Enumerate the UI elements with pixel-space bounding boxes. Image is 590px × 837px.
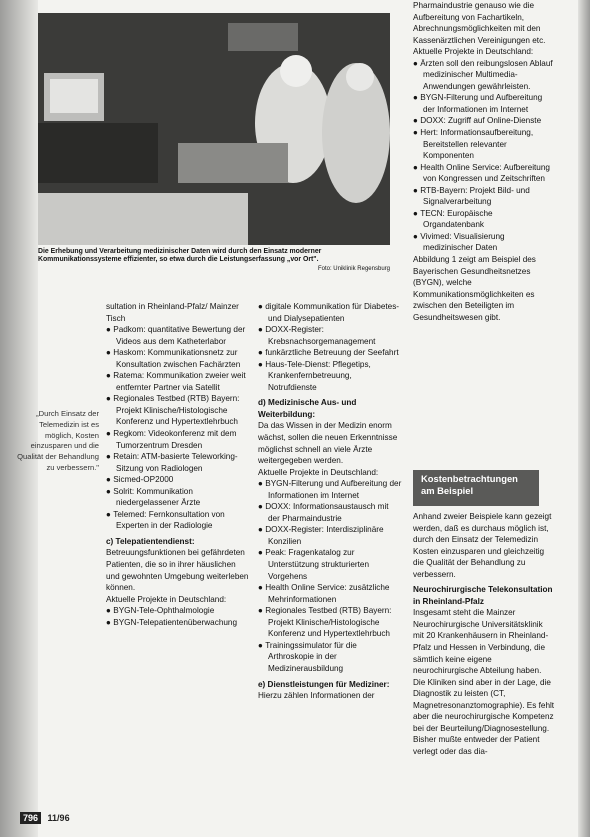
column-right-top [413, 0, 555, 323]
page-number: 796 [20, 812, 41, 824]
section-box-title: Kostenbetrachtungen am Beispiel [413, 470, 539, 506]
list-item-text: Padkom: quantitative Bewertung der Videos aus dem Katheterlabor [113, 325, 246, 346]
bullet-icon: ● [258, 348, 266, 358]
list-item [106, 428, 251, 451]
list-item [258, 501, 402, 524]
list-item-text: Haus-Tele-Dienst: Pflegetips, Krankenfernbetreuung, Notrufdienste [265, 359, 371, 392]
bullet-icon: ● [413, 128, 421, 138]
list-item-text: TECN: Europäische Organdatenbank [420, 208, 493, 230]
bullet-icon: ● [258, 583, 266, 593]
paragraph: Betreuungsfunktionen bei gefährdeten Patienten, die so in ihrer häuslichen und gewohnten Umgebung weiterleben können. [106, 548, 249, 593]
bullet-icon: ● [106, 325, 114, 335]
list-item-text: RTB-Bayern: Projekt Bild- und Signalverarbeitung [420, 185, 530, 207]
column-middle [258, 301, 402, 702]
list-item-text: Regionales Testbed (RTB) Bayern: Projekt Klinische/Histologische Konferenz und Hypertextlehrbuch [265, 606, 392, 639]
list-item-text: Ärzten soll den reibungslosen Ablauf medizinischer Multimedia-Anwendungen gewährleisten. [420, 58, 553, 91]
list-item [258, 605, 402, 640]
list-item-text: Telemed: Fernkonsultation von Experten in der Radiologie [113, 509, 225, 531]
bullet-icon: ● [258, 325, 266, 335]
column-left [106, 301, 251, 628]
list-item-text: DOXX-Register: Krebsnachsorgemanagement [265, 325, 376, 346]
list-item [106, 605, 251, 617]
photo-caption [38, 248, 390, 273]
page-edge-shadow [578, 0, 590, 837]
list-item [258, 359, 402, 394]
list-item [106, 347, 251, 370]
paragraph: Abbildung 1 zeigt am Beispiel des Bayerischen Gesundheitsnetzes (BYGN), welche Kommunikationsmöglichkeiten es zwischen den Beteiligten im Gesundheitswesen gibt. [413, 255, 536, 322]
list-item [258, 547, 402, 582]
list-item-text: Health Online Service: Aufbereitung von Kongressen und Zeitschriften [420, 162, 550, 184]
bullet-icon: ● [106, 371, 114, 381]
bullet-icon: ● [106, 475, 114, 485]
list-item-text: funkärztliche Betreuung der Seefahrt [265, 348, 399, 358]
bullet-icon: ● [258, 606, 266, 616]
list-item-text: DOXX-Register: Interdisziplinäre Konzilien [265, 525, 384, 546]
list-item [106, 451, 251, 474]
paragraph: Hierzu zählen Informationen der [258, 691, 375, 701]
photo-surgery [38, 13, 390, 245]
section-heading: d) Medizinische Aus- und Weiterbildung: [258, 398, 357, 419]
list-item [413, 58, 555, 93]
list-item-text: digitale Kommunikation für Diabetes- und Dialysepatienten [265, 302, 400, 323]
bullet-icon: ● [413, 231, 421, 241]
paragraph: Da das Wissen in der Medizin enorm wächst, sollen die neuen Erkenntnisse möglichst schnell an viele Ärzte weitergegeben werden. [258, 421, 398, 466]
list-item [258, 324, 402, 347]
page-footer [20, 813, 70, 823]
list-item-text: Health Online Service: zusätzliche Mehrinformationen [265, 583, 390, 604]
bullet-icon: ● [258, 640, 266, 650]
paragraph: sultation in Rheinland-Pfalz/ Mainzer Tisch [106, 302, 239, 323]
bullet-icon: ● [258, 302, 266, 311]
list-item [106, 474, 251, 486]
list-item-text: Sicmed-OP2000 [113, 475, 174, 485]
paragraph: Aktuelle Projekte in Deutschland: [258, 467, 379, 477]
bullet-icon: ● [258, 502, 266, 512]
bullet-icon: ● [106, 486, 114, 496]
list-item-text: Trainingssimulator für die Arthroskopie in der Medizinerausbildung [265, 640, 357, 673]
list-item [106, 617, 251, 629]
list-item-text: BYGN-Filterung und Aufbereitung der Informationen im Internet [420, 93, 543, 114]
list-item-text: Ratema: Kommunikation zweier weit entfernter Partner via Satellit [113, 371, 246, 392]
list-item [106, 393, 251, 428]
list-item [258, 347, 402, 359]
list-item [258, 524, 402, 547]
section-heading: e) Dienstleistungen für Mediziner: [258, 679, 390, 689]
section-heading: c) Telepatientendienst: [106, 536, 195, 546]
bullet-icon: ● [258, 479, 266, 489]
paragraph: Aktuelle Projekte in Deutschland: [106, 594, 227, 604]
list-item-text: DOXX: Zugriff auf Online-Dienste [420, 116, 542, 126]
list-item-text: Haskom: Kommunikationsnetz zur Konsultation zwischen Fachärzten [113, 348, 241, 369]
bullet-icon: ● [106, 452, 114, 462]
list-item [413, 208, 555, 231]
section-heading: Neurochirurgische Telekonsultation in Rheinland-Pfalz [413, 585, 553, 606]
list-item-text: Hert: Informationsaufbereitung, Bereitstellen relevanter Komponenten [420, 128, 534, 161]
list-item-text: BYGN-Telepatientenüberwachung [113, 617, 238, 627]
bullet-icon: ● [413, 58, 421, 68]
caption-text: Die Erhebung und Verarbeitung medizinischer Daten wird durch den Einsatz moderner Kommunikationssysteme effizienter, so etwa durch die Leistungserfassung „vor Ort". [38, 248, 322, 264]
bullet-icon: ● [413, 208, 421, 218]
list-item [413, 92, 555, 115]
bullet-icon: ● [258, 525, 266, 535]
list-item-text: Retain: ATM-basierte Teleworking-Sitzung von Radiologen [113, 452, 238, 473]
list-item-text: Peak: Fragenkatalog zur Unterstützung strukturierten Vorgehens [265, 548, 370, 581]
list-item [413, 115, 555, 127]
bullet-icon: ● [413, 93, 421, 103]
list-item-text: DOXX: Informationsaustausch mit der Pharmaindustrie [265, 502, 389, 523]
photo-credit: Foto: Uniklinik Regensburg [317, 265, 390, 272]
list-item [106, 324, 251, 347]
paragraph: Insgesamt steht die Mainzer Neurochirurgische Universitätsklinik mit 20 Krankenhäusern in Rheinland-Pfalz und Hessen in Verbindung, die sämtlich keine eigene neurochirurgische Abteilung haben. Die Kliniken sind aber in der Lage, die Diagnostik zu leisten (CT, Magnetresonanztomographie). Es fehlt aber die neurochirurgische Kompetenz bei der Beurteilung/Diagnosestellung. Bisher mußte entweder der Patient verlegt oder das dia- [413, 608, 555, 756]
list-item [258, 301, 402, 324]
paragraph: Anhand zweier Beispiele kann gezeigt werden, daß es durchaus möglich ist, durch den Einsatz der Telemedizin Kosten einzusparen und gleichzeitig die Qualität der Behandlung zu verbessern. [413, 512, 552, 579]
list-item-text: BYGN-Tele-Ophthalmologie [113, 606, 215, 616]
bullet-icon: ● [106, 429, 114, 439]
list-item-text: Solrit: Kommunikation niedergelassener Ärzte [113, 486, 201, 508]
list-item [106, 509, 251, 532]
bullet-icon: ● [106, 509, 114, 519]
bullet-icon: ● [413, 116, 421, 126]
bullet-icon: ● [106, 606, 114, 616]
paragraph: Pharmaindustrie genauso wie die Aufbereitung von Fachartikeln, Abrechnungsmöglichkeiten mit den Kassenärztlichen Vereinigungen etc. [413, 1, 546, 45]
list-item [258, 478, 402, 501]
list-item [106, 370, 251, 393]
list-item-text: BYGN-Filterung und Aufbereitung der Informationen im Internet [265, 479, 402, 500]
bullet-icon: ● [258, 548, 266, 558]
bullet-icon: ● [106, 394, 114, 404]
bullet-icon: ● [106, 617, 114, 627]
photo-surgery-icon [38, 13, 390, 245]
list-item [258, 582, 402, 605]
bullet-icon: ● [258, 359, 266, 369]
issue-number: 11/96 [47, 813, 70, 823]
pull-quote: „Durch Einsatz der Telemedizin ist es möglich, Kosten einzusparen und die Qualität der Behandlung zu verbessern." [17, 409, 99, 472]
list-item-text: Regionales Testbed (RTB) Bayern: Projekt Klinische/Histologische Konferenz und Hypertextlehrbuch [113, 394, 240, 427]
bullet-icon: ● [413, 162, 421, 172]
list-item-text: Regkom: Videokonferenz mit dem Tumorzentrum Dresden [113, 429, 237, 450]
list-item [106, 486, 251, 509]
list-item-text: Vivimed: Visualisierung medizinischer Daten [420, 231, 505, 253]
list-item [413, 185, 555, 208]
list-item [258, 640, 402, 675]
list-item [413, 162, 555, 185]
bullet-icon: ● [106, 348, 114, 358]
list-item [413, 127, 555, 162]
bullet-icon: ● [413, 185, 421, 195]
column-right-bottom [413, 511, 555, 757]
paragraph: Aktuelle Projekte in Deutschland: [413, 47, 534, 57]
list-item [413, 231, 555, 254]
